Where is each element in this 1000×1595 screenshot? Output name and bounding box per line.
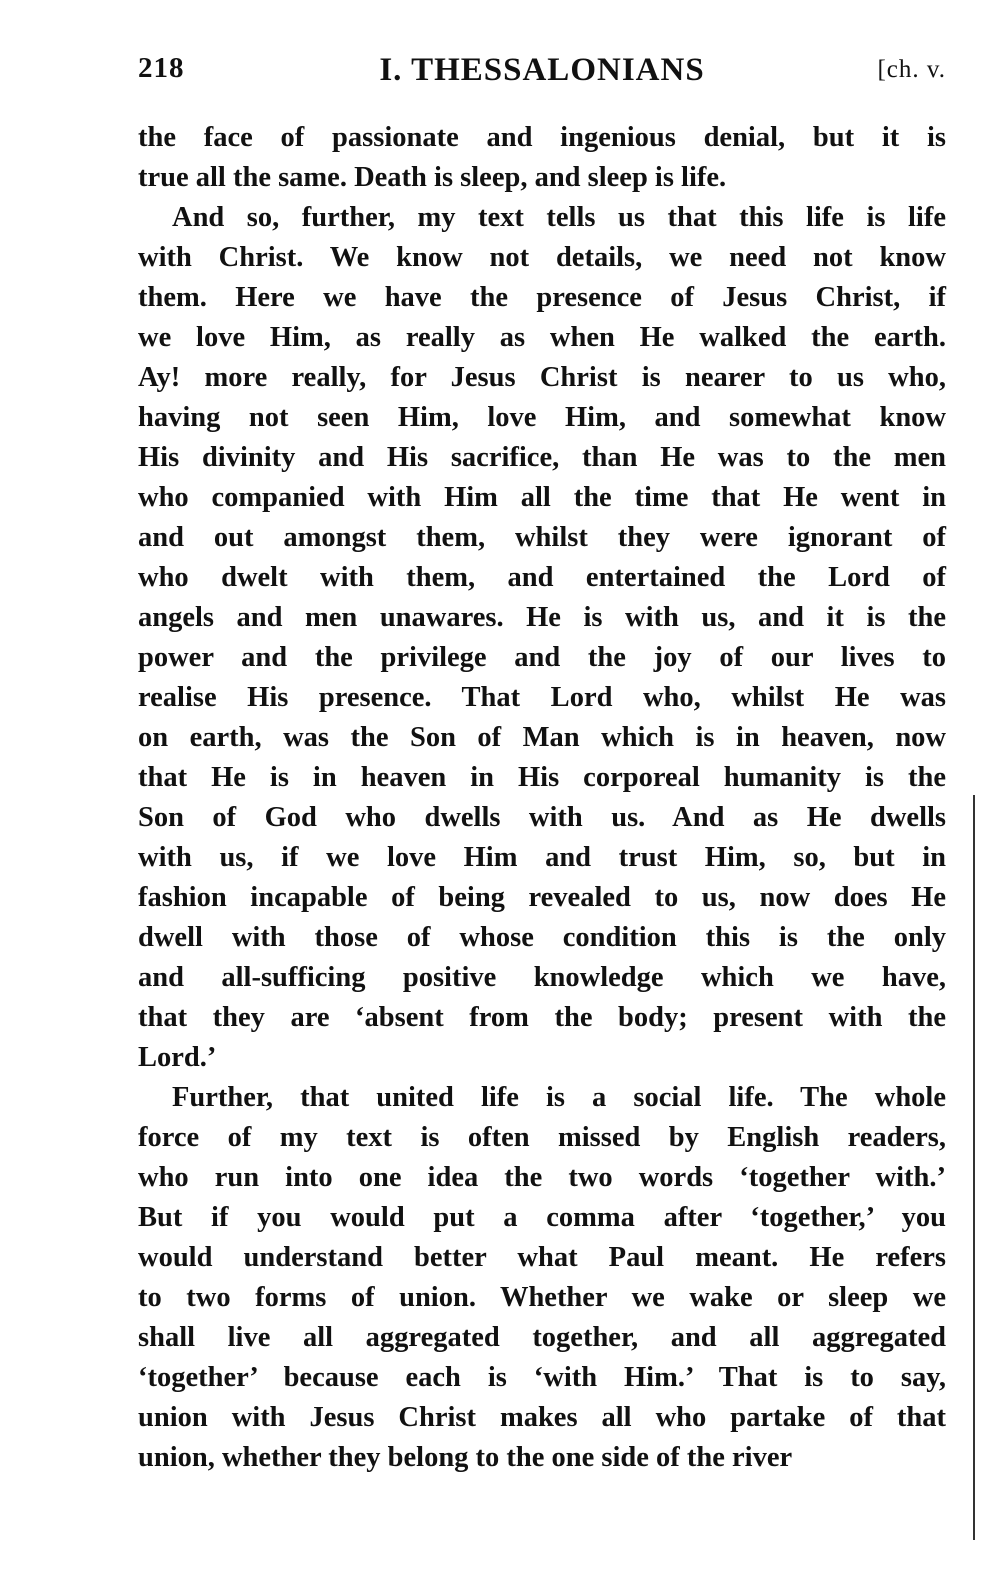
text-line: But if you would put a comma after ‘together,’ you: [138, 1202, 946, 1233]
text-line: His divinity and His sacrifice, than He was to the men: [138, 442, 946, 473]
text-line: having not seen Him, love Him, and somewhat know: [138, 402, 946, 433]
text-line: shall live all aggregated together, and all aggregated: [138, 1322, 946, 1353]
margin-rule: [973, 795, 975, 1540]
text-line: to two forms of union. Whether we wake or sleep we: [138, 1282, 946, 1313]
chapter-reference: [ch. v.: [877, 56, 946, 83]
text-line: the face of passionate and ingenious denial, but it is: [138, 122, 946, 153]
text-line: would understand better what Paul meant. He refers: [138, 1242, 946, 1273]
text-line: that He is in heaven in His corporeal humanity is the: [138, 762, 946, 793]
page-number: 218: [138, 52, 185, 84]
text-line: and all-sufficing positive knowledge which we have,: [138, 962, 946, 993]
text-line: Son of God who dwells with us. And as He dwells: [138, 802, 946, 833]
text-line: And so, further, my text tells us that this life is life: [172, 202, 946, 233]
text-line: who run into one idea the two words ‘together with.’: [138, 1162, 946, 1193]
text-line: power and the privilege and the joy of our lives to: [138, 642, 946, 673]
text-line: union with Jesus Christ makes all who partake of that: [138, 1402, 946, 1433]
book-title: I. THESSALONIANS: [379, 52, 705, 88]
text-line: ‘together’ because each is ‘with Him.’ That is to say,: [138, 1362, 946, 1393]
text-line: fashion incapable of being revealed to us, now does He: [138, 882, 946, 913]
text-line: dwell with those of whose condition this is the only: [138, 922, 946, 953]
text-line: realise His presence. That Lord who, whilst He was: [138, 682, 946, 713]
running-head: [138, 52, 946, 92]
paragraph: [138, 118, 946, 198]
text-line: Further, that united life is a social life. The whole: [172, 1082, 946, 1113]
text-line: union, whether they belong to the one side of the river: [138, 1442, 793, 1473]
text-line: who companied with Him all the time that He went in: [138, 482, 946, 513]
paragraph: [138, 198, 946, 1078]
text-line: force of my text is often missed by English readers,: [138, 1122, 946, 1153]
text-line: and out amongst them, whilst they were ignorant of: [138, 522, 946, 553]
text-line: Ay! more really, for Jesus Christ is nearer to us who,: [138, 362, 946, 393]
text-line: angels and men unawares. He is with us, and it is the: [138, 602, 946, 633]
text-line: who dwelt with them, and entertained the Lord of: [138, 562, 946, 593]
text-line: true all the same. Death is sleep, and sleep is life.: [138, 162, 727, 193]
text-line: Lord.’: [138, 1042, 217, 1073]
text-line: on earth, was the Son of Man which is in heaven, now: [138, 722, 946, 753]
text-line: with Christ. We know not details, we need not know: [138, 242, 946, 273]
paragraph: [138, 1078, 946, 1478]
text-line: we love Him, as really as when He walked the earth.: [138, 322, 946, 353]
body-text: [138, 118, 946, 1478]
text-line: that they are ‘absent from the body; present with the: [138, 1002, 946, 1033]
text-line: them. Here we have the presence of Jesus Christ, if: [138, 282, 946, 313]
text-line: with us, if we love Him and trust Him, so, but in: [138, 842, 946, 873]
